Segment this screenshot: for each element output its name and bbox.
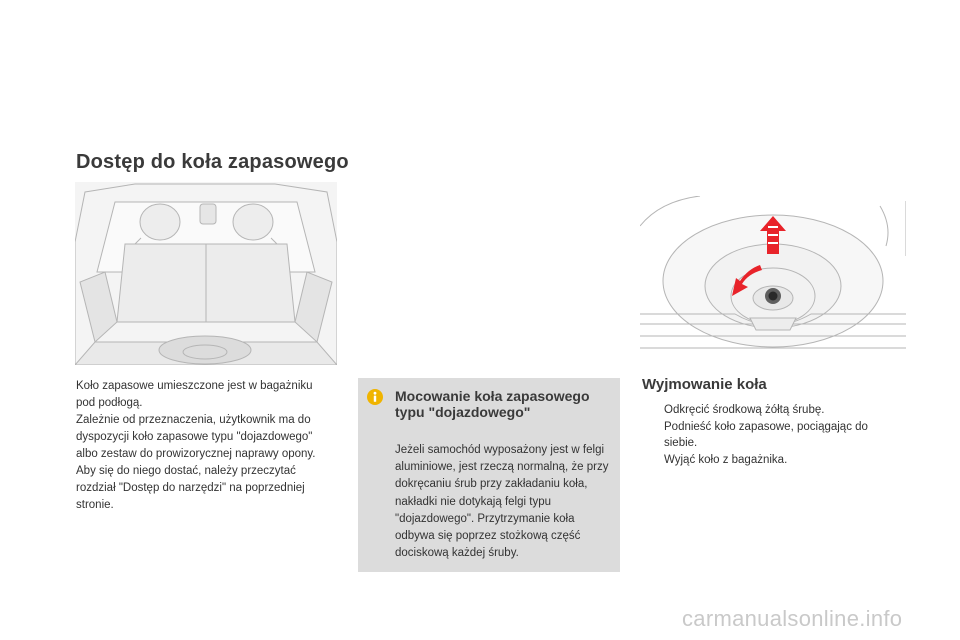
info-icon: [367, 389, 383, 405]
info-box-title: Mocowanie koła zapasowego typu "dojazdowego": [395, 388, 590, 420]
removal-step: [644, 452, 904, 469]
spare-wheel-illustration: [640, 196, 906, 366]
info-box: [358, 378, 620, 572]
removal-step-text: Wyjąć koło z bagażnika.: [664, 453, 788, 466]
info-box-text: Jeżeli samochód wyposażony jest w felgi aluminiowe, jest rzeczą normalną, że przy dokręcaniu śrub przy zakładaniu koła, nakładki nie dotykają felgi typu "dojazdowego". Przytrzymanie koła odbywa się poprzez stożkową część dociskową każdej śruby.: [395, 444, 609, 560]
removal-step-text: Odkręcić środkową żółtą śrubę.: [664, 404, 825, 416]
removal-section-title: Wyjmowanie koła: [642, 376, 767, 393]
removal-step-text: Podnieść koło zapasowe, pociągając do siebie.: [664, 420, 868, 449]
intro-text: Koło zapasowe umieszczone jest w bagażniku pod podłogą. Zależnie od przeznaczenia, użytkownik ma do dyspozycji koło zapasowe typu "dojazdowego" albo zestaw do prowizorycznej naprawy opony. Aby się do niego dostać, należy przeczytać rozdział "Dostęp do narzędzi" na poprzedniej stronie.: [76, 380, 316, 511]
removal-steps: [644, 402, 904, 468]
removal-step: [644, 402, 904, 419]
trunk-illustration: [75, 182, 337, 365]
page-title: Dostęp do koła zapasowego: [76, 151, 349, 173]
removal-step: [644, 419, 904, 452]
watermark: carmanualsonline.info: [682, 606, 903, 631]
